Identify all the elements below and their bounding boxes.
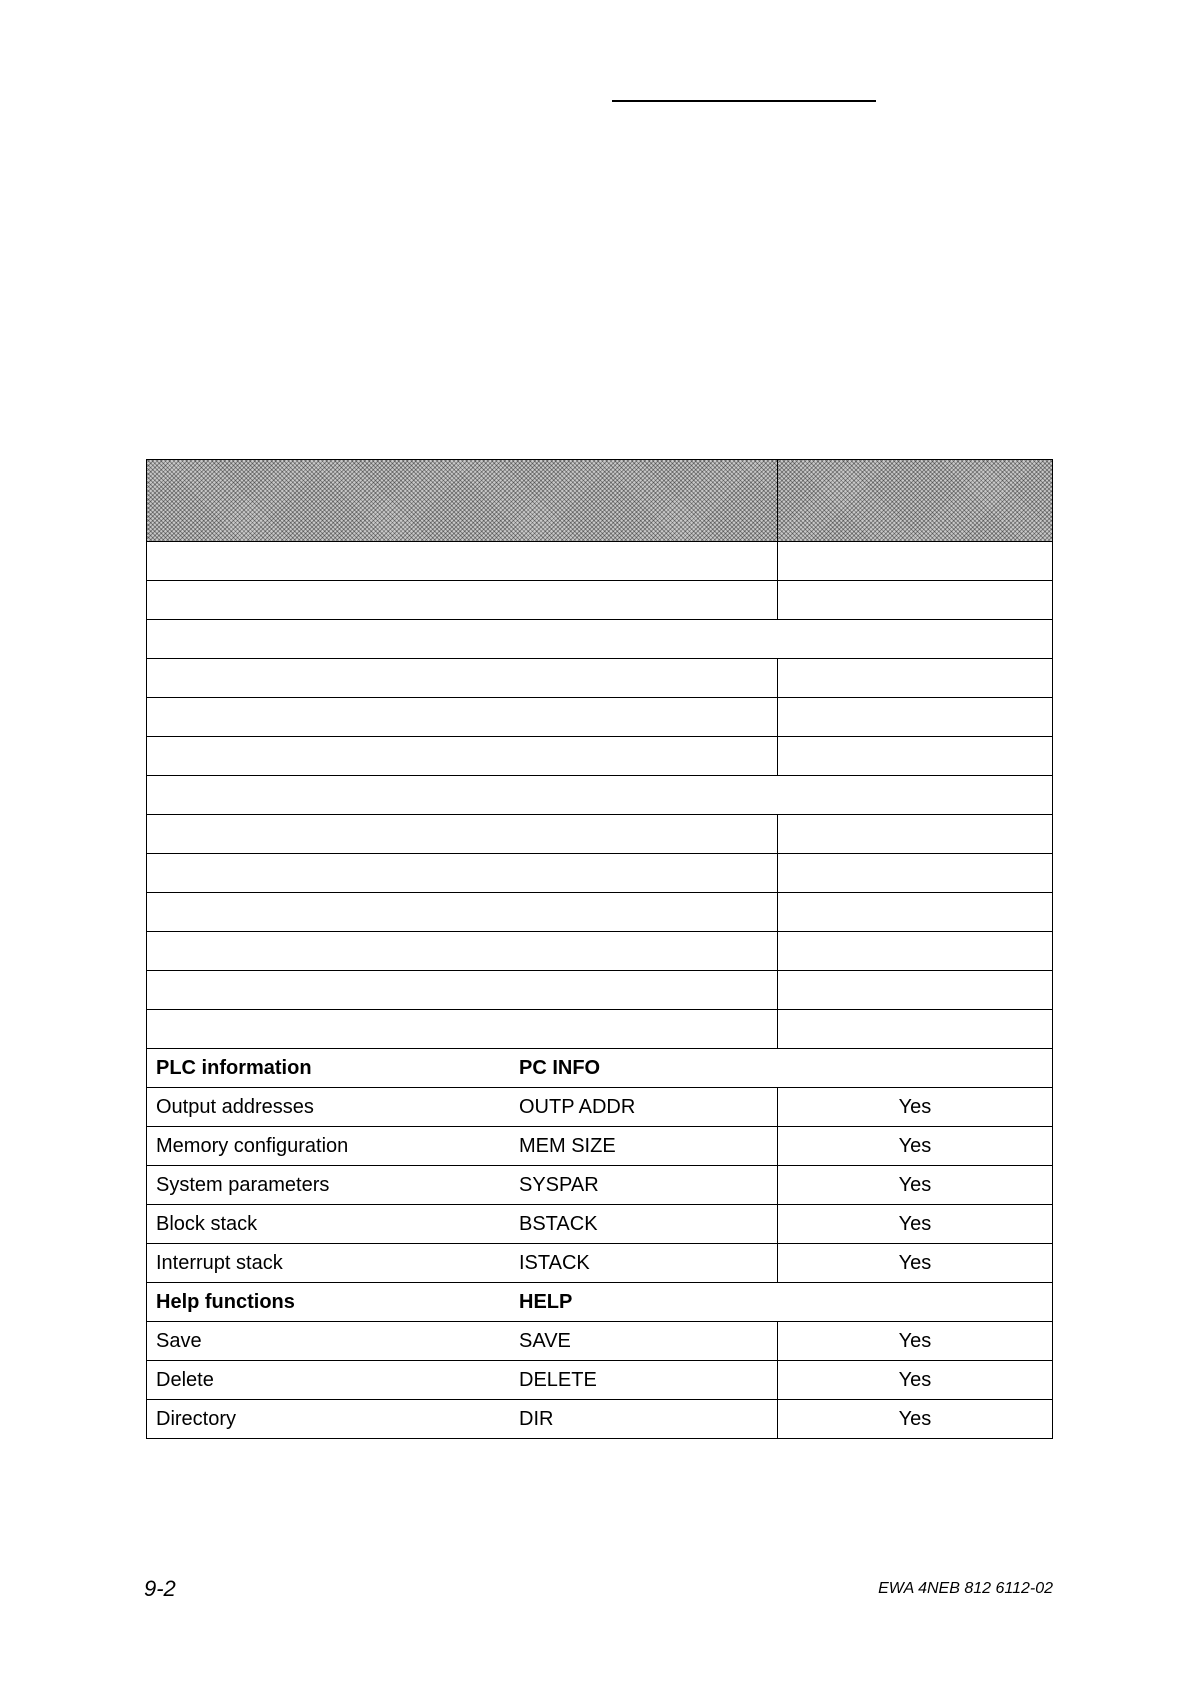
blank-row <box>147 659 1053 698</box>
table-header-row <box>147 460 1053 542</box>
table-row <box>147 1400 1053 1439</box>
blank-row <box>147 971 1053 1010</box>
blank-function-cell <box>147 854 778 893</box>
blank-row <box>147 893 1053 932</box>
blank-row <box>147 932 1053 971</box>
function-cell <box>147 1127 778 1166</box>
blank-function-cell <box>147 542 778 581</box>
function-command: ISTACK <box>519 1251 590 1274</box>
function-content <box>156 1322 777 1360</box>
availability-cell: Yes <box>778 1322 1053 1361</box>
blank-function-cell <box>147 893 778 932</box>
function-name: Directory <box>156 1407 237 1430</box>
function-cell <box>147 1400 778 1439</box>
blank-availability-cell <box>778 1010 1053 1049</box>
availability-cell: Yes <box>778 1166 1053 1205</box>
blank-availability-cell <box>778 581 1053 620</box>
function-name: Delete <box>156 1368 214 1391</box>
section-command: HELP <box>519 1290 573 1313</box>
blank-row <box>147 1010 1053 1049</box>
blank-row <box>147 581 1053 620</box>
blank-availability-cell <box>778 971 1053 1010</box>
header-cell-function <box>147 460 778 542</box>
function-command: DIR <box>519 1407 554 1430</box>
table-row <box>147 1205 1053 1244</box>
function-name: Save <box>156 1329 202 1352</box>
section-name: PLC information <box>156 1056 312 1079</box>
table-row <box>147 1361 1053 1400</box>
blank-row <box>147 737 1053 776</box>
section-cell <box>147 1283 1053 1322</box>
blank-function-cell <box>147 815 778 854</box>
function-command: BSTACK <box>519 1212 598 1235</box>
availability-cell: Yes <box>778 1088 1053 1127</box>
blank-row <box>147 698 1053 737</box>
blank-availability-cell <box>778 698 1053 737</box>
blank-function-cell <box>147 581 778 620</box>
blank-function-cell <box>147 932 778 971</box>
table-row <box>147 1244 1053 1283</box>
header-rule <box>612 100 876 102</box>
availability-cell: Yes <box>778 1361 1053 1400</box>
function-cell <box>147 1361 778 1400</box>
blank-row <box>147 854 1053 893</box>
blank-availability-cell <box>778 737 1053 776</box>
blank-row <box>147 620 1053 659</box>
function-content <box>156 1400 777 1438</box>
table-row <box>147 1127 1053 1166</box>
function-command: OUTP ADDR <box>519 1095 636 1118</box>
section-row <box>147 1283 1053 1322</box>
function-content <box>156 1205 777 1243</box>
function-name: Memory configuration <box>156 1134 349 1157</box>
function-content <box>156 1166 777 1204</box>
page-number: 9-2 <box>144 1576 176 1601</box>
function-table <box>146 459 1053 1439</box>
section-content <box>156 1049 1052 1087</box>
blank-function-cell <box>147 698 778 737</box>
blank-row <box>147 815 1053 854</box>
blank-function-cell <box>147 659 778 698</box>
section-row <box>147 1049 1053 1088</box>
function-name: Block stack <box>156 1212 258 1235</box>
function-cell <box>147 1166 778 1205</box>
function-name: Output addresses <box>156 1095 314 1118</box>
function-command: SYSPAR <box>519 1173 599 1196</box>
blank-section-cell <box>147 776 1053 815</box>
function-name: Interrupt stack <box>156 1251 283 1274</box>
blank-availability-cell <box>778 932 1053 971</box>
function-command: DELETE <box>519 1368 597 1391</box>
document-code: EWA 4NEB 812 6112-02 <box>878 1580 1053 1597</box>
section-name: Help functions <box>156 1290 295 1313</box>
blank-availability-cell <box>778 854 1053 893</box>
section-cell <box>147 1049 1053 1088</box>
blank-availability-cell <box>778 659 1053 698</box>
availability-cell: Yes <box>778 1400 1053 1439</box>
blank-row <box>147 542 1053 581</box>
table-row <box>147 1166 1053 1205</box>
blank-row <box>147 776 1053 815</box>
function-content <box>156 1361 777 1399</box>
blank-availability-cell <box>778 893 1053 932</box>
availability-cell: Yes <box>778 1205 1053 1244</box>
table-row <box>147 1322 1053 1361</box>
blank-availability-cell <box>778 815 1053 854</box>
blank-availability-cell <box>778 542 1053 581</box>
function-command: MEM SIZE <box>519 1134 616 1157</box>
function-content <box>156 1127 777 1165</box>
availability-cell: Yes <box>778 1127 1053 1166</box>
function-cell <box>147 1244 778 1283</box>
blank-function-cell <box>147 1010 778 1049</box>
header-cell-availability <box>778 460 1053 542</box>
section-content <box>156 1283 1052 1321</box>
function-cell <box>147 1205 778 1244</box>
function-name: System parameters <box>156 1173 330 1196</box>
function-command: SAVE <box>519 1329 571 1352</box>
blank-function-cell <box>147 971 778 1010</box>
function-table-body <box>147 460 1053 1439</box>
function-cell <box>147 1322 778 1361</box>
function-content <box>156 1088 777 1126</box>
function-cell <box>147 1088 778 1127</box>
table-row <box>147 1088 1053 1127</box>
availability-cell: Yes <box>778 1244 1053 1283</box>
function-content <box>156 1244 777 1282</box>
blank-section-cell <box>147 620 1053 659</box>
section-command: PC INFO <box>519 1056 601 1079</box>
blank-function-cell <box>147 737 778 776</box>
